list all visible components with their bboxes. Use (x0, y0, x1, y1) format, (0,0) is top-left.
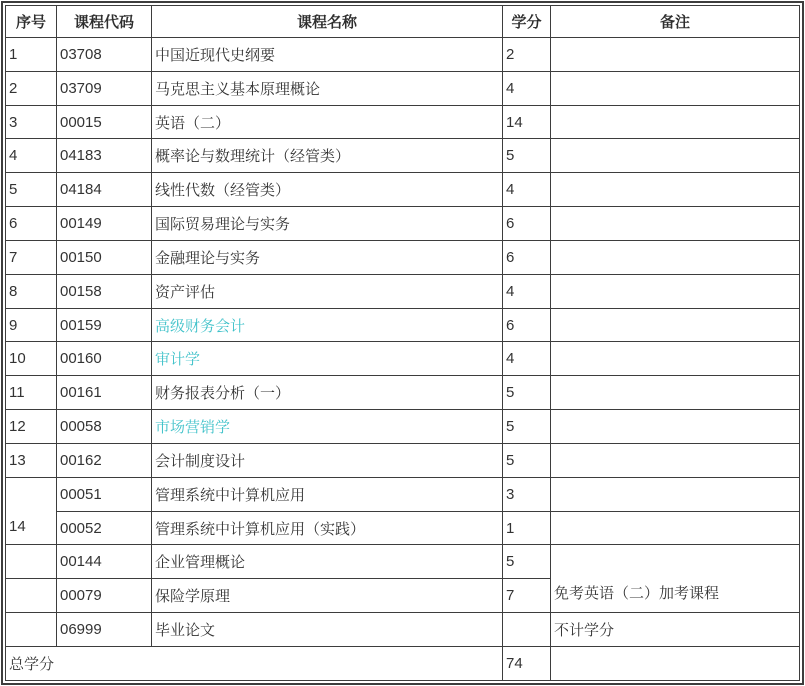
cell-remark (551, 105, 800, 139)
cell-course-name: 中国近现代史纲要 (152, 38, 503, 72)
cell-course-code: 00160 (57, 342, 152, 376)
cell-no: 12 (6, 410, 57, 444)
cell-no: 3 (6, 105, 57, 139)
cell-course-name: 保险学原理 (152, 579, 503, 613)
cell-no: 8 (6, 274, 57, 308)
cell-no: 11 (6, 376, 57, 410)
course-name-link[interactable]: 市场营销学 (155, 419, 231, 437)
cell-no: 4 (6, 139, 57, 173)
cell-course-code: 00079 (57, 579, 152, 613)
cell-course-code: 06999 (57, 613, 152, 647)
total-row (6, 646, 800, 680)
table-row (6, 274, 800, 308)
table-row (6, 613, 800, 647)
course-table-wrapper (1, 1, 804, 685)
cell-course-code: 00150 (57, 240, 152, 274)
header-row (6, 6, 800, 38)
cell-total-remark (551, 646, 800, 680)
table-row (6, 71, 800, 105)
cell-course-code: 04183 (57, 139, 152, 173)
cell-credit: 6 (503, 240, 551, 274)
cell-no (6, 579, 57, 613)
cell-credit: 5 (503, 376, 551, 410)
column-header-no: 序号 (6, 6, 57, 38)
cell-remark (551, 477, 800, 511)
cell-course-name: 企业管理概论 (152, 545, 503, 579)
cell-course-name (152, 410, 503, 444)
cell-course-name: 概率论与数理统计（经管类） (152, 139, 503, 173)
cell-remark (551, 139, 800, 173)
cell-credit: 5 (503, 545, 551, 579)
cell-credit: 5 (503, 443, 551, 477)
table-row (6, 443, 800, 477)
table-row (6, 38, 800, 72)
cell-course-name: 财务报表分析（一） (152, 376, 503, 410)
cell-credit: 4 (503, 71, 551, 105)
table-row (6, 511, 800, 545)
table-row (6, 376, 800, 410)
cell-course-name: 英语（二） (152, 105, 503, 139)
cell-course-name: 马克思主义基本原理概论 (152, 71, 503, 105)
cell-remark (551, 240, 800, 274)
cell-credit: 4 (503, 342, 551, 376)
cell-credit: 5 (503, 139, 551, 173)
cell-remark (551, 71, 800, 105)
cell-course-code: 00051 (57, 477, 152, 511)
cell-credit: 2 (503, 38, 551, 72)
cell-credit (503, 613, 551, 647)
column-header-remark: 备注 (551, 6, 800, 38)
column-header-credit: 学分 (503, 6, 551, 38)
cell-remark (551, 274, 800, 308)
cell-course-code: 00159 (57, 308, 152, 342)
cell-course-name: 金融理论与实务 (152, 240, 503, 274)
cell-total-credit: 74 (503, 646, 551, 680)
table-row (6, 105, 800, 139)
table-row (6, 139, 800, 173)
cell-course-code: 00161 (57, 376, 152, 410)
cell-no: 9 (6, 308, 57, 342)
cell-credit: 4 (503, 173, 551, 207)
table-row (6, 207, 800, 241)
cell-total-label: 总学分 (6, 646, 503, 680)
cell-course-name: 管理系统中计算机应用（实践） (152, 511, 503, 545)
cell-course-code: 00052 (57, 511, 152, 545)
column-header-code: 课程代码 (57, 6, 152, 38)
cell-credit: 4 (503, 274, 551, 308)
cell-course-name: 资产评估 (152, 274, 503, 308)
course-setup-table (5, 5, 800, 681)
column-header-name: 课程名称 (152, 6, 503, 38)
cell-no: 10 (6, 342, 57, 376)
table-row (6, 410, 800, 444)
cell-remark: 不计学分 (551, 613, 800, 647)
cell-remark (551, 173, 800, 207)
cell-course-name: 管理系统中计算机应用 (152, 477, 503, 511)
cell-remark (551, 443, 800, 477)
cell-course-code: 00015 (57, 105, 152, 139)
cell-no: 1 (6, 38, 57, 72)
cell-credit: 7 (503, 579, 551, 613)
cell-course-name (152, 308, 503, 342)
cell-course-name: 会计制度设计 (152, 443, 503, 477)
cell-course-code: 00144 (57, 545, 152, 579)
cell-no-group-14: 14 (6, 477, 57, 545)
course-name-link[interactable]: 审计学 (155, 351, 201, 369)
cell-no: 13 (6, 443, 57, 477)
cell-no: 5 (6, 173, 57, 207)
cell-no (6, 545, 57, 579)
cell-course-name (152, 342, 503, 376)
cell-credit: 3 (503, 477, 551, 511)
cell-no: 7 (6, 240, 57, 274)
cell-course-code: 03709 (57, 71, 152, 105)
cell-course-code: 04184 (57, 173, 152, 207)
table-row (6, 545, 800, 579)
cell-course-name: 线性代数（经管类） (152, 173, 503, 207)
table-row (6, 342, 800, 376)
cell-credit: 6 (503, 207, 551, 241)
table-row (6, 477, 800, 511)
cell-no (6, 613, 57, 647)
cell-credit: 1 (503, 511, 551, 545)
table-row (6, 240, 800, 274)
cell-no: 6 (6, 207, 57, 241)
cell-course-code: 00158 (57, 274, 152, 308)
course-name-link[interactable]: 高级财务会计 (155, 317, 246, 335)
cell-course-name: 毕业论文 (152, 613, 503, 647)
cell-no: 2 (6, 71, 57, 105)
cell-course-code: 03708 (57, 38, 152, 72)
cell-credit: 6 (503, 308, 551, 342)
cell-course-name: 国际贸易理论与实务 (152, 207, 503, 241)
cell-remark (551, 376, 800, 410)
cell-remark-exempt-note: 免考英语（二）加考课程 (551, 545, 800, 613)
cell-course-code: 00149 (57, 207, 152, 241)
cell-course-code: 00058 (57, 410, 152, 444)
table-row (6, 308, 800, 342)
cell-course-code: 00162 (57, 443, 152, 477)
cell-remark (551, 38, 800, 72)
cell-remark (551, 410, 800, 444)
table-row (6, 173, 800, 207)
cell-remark (551, 308, 800, 342)
cell-remark (551, 511, 800, 545)
cell-credit: 5 (503, 410, 551, 444)
cell-credit: 14 (503, 105, 551, 139)
cell-remark (551, 342, 800, 376)
cell-remark (551, 207, 800, 241)
